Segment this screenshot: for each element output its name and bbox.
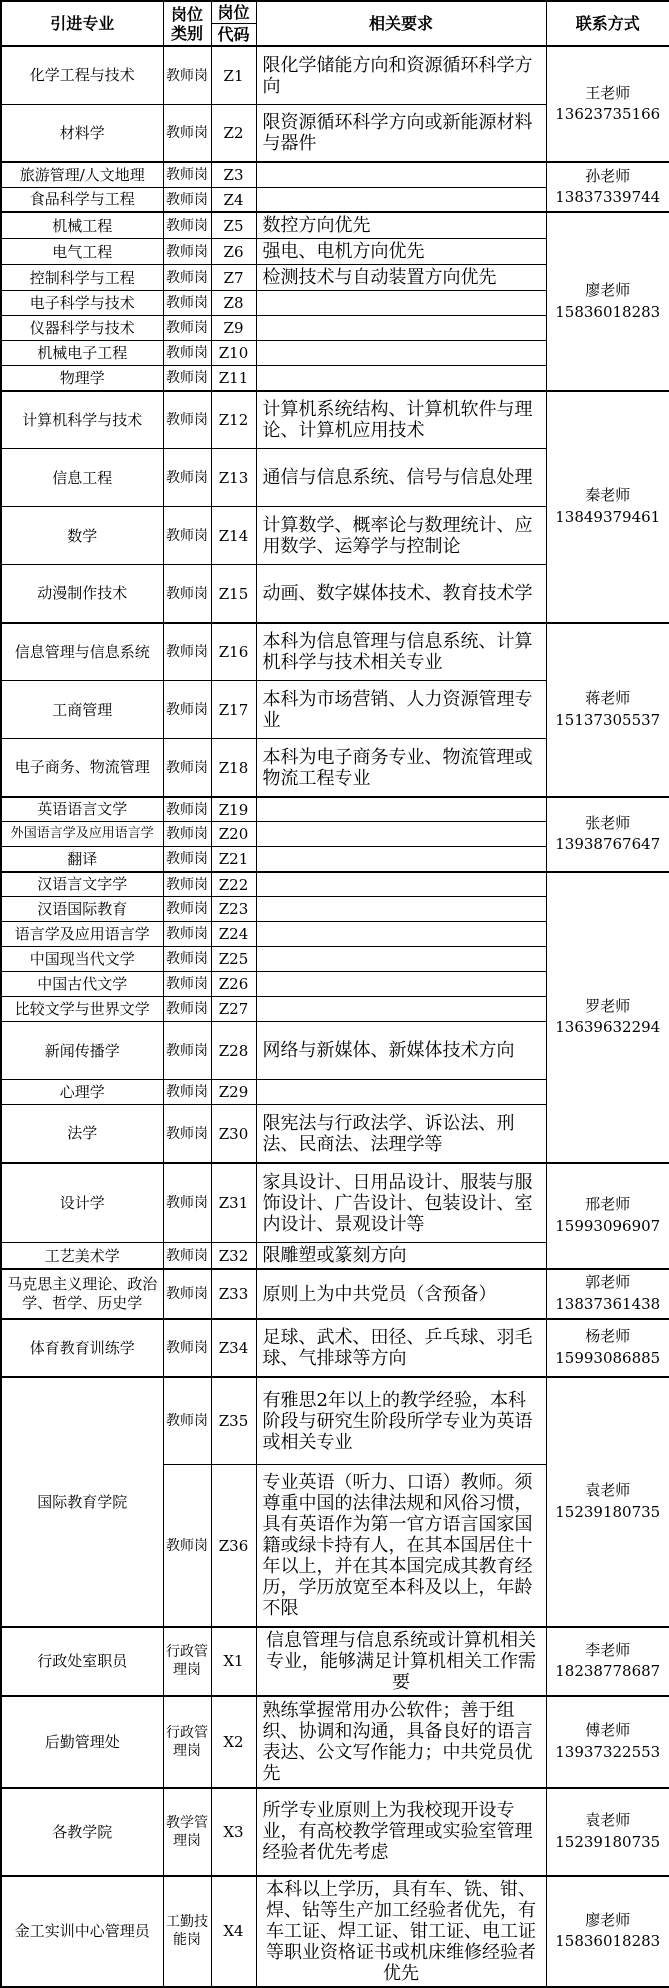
table-row: [1, 872, 669, 897]
requirement-cell: [256, 947, 546, 972]
requirement-cell: [256, 872, 546, 897]
header-contact: 联系方式: [546, 1, 669, 46]
code-cell: Z4: [211, 187, 256, 212]
major-cell: 电子科学与技术: [1, 291, 163, 316]
major-cell: 控制科学与工程: [1, 265, 163, 291]
category-cell: 教师岗: [163, 391, 211, 449]
major-cell: 心理学: [1, 1080, 163, 1105]
category-cell: 教师岗: [163, 1269, 211, 1319]
code-cell: Z19: [211, 797, 256, 822]
major-cell: 设计学: [1, 1163, 163, 1243]
code-cell: Z23: [211, 897, 256, 922]
code-cell: Z17: [211, 681, 256, 739]
table-header: [1, 1, 669, 46]
major-cell: 比较文学与世界文学: [1, 997, 163, 1022]
requirement-cell: 熟练掌握常用办公软件；善于组织、协调和沟通，具备良好的语言表达、公文写作能力；中共党员优先: [256, 1696, 546, 1788]
requirement-cell: 所学专业原则上为我校现开设专业，有高校教学管理或实验室管理经验者优先考虑: [256, 1788, 546, 1876]
contact-phone: 15993096907: [555, 1217, 661, 1236]
major-cell: 国际教育学院: [1, 1377, 163, 1627]
contact-name: 廖老师: [585, 280, 631, 299]
contact-phone: 15993086885: [555, 1348, 661, 1367]
header-major: 引进专业: [1, 1, 163, 46]
requirement-cell: 限雕塑或篆刻方向: [256, 1243, 546, 1270]
table-row: [1, 1163, 669, 1243]
requirement-cell: [256, 897, 546, 922]
contact-phone: 15239180735: [555, 1502, 661, 1521]
category-cell: 教师岗: [163, 212, 211, 239]
contact-name: 杨老师: [585, 1327, 631, 1346]
contact-cell: [546, 1269, 669, 1319]
contact-cell: [546, 1696, 669, 1788]
table-row: [1, 623, 669, 681]
requirement-cell: [256, 822, 546, 847]
category-cell: 工勤技能岗: [163, 1876, 211, 1987]
table-row: [1, 46, 669, 104]
contact-cell: [546, 391, 669, 623]
code-cell: Z15: [211, 565, 256, 623]
code-cell: Z5: [211, 212, 256, 239]
requirement-cell: [256, 1080, 546, 1105]
code-cell: X4: [211, 1876, 256, 1987]
requirement-cell: [256, 162, 546, 187]
major-cell: 化学工程与技术: [1, 46, 163, 104]
requirement-cell: 本科为电子商务专业、物流管理或物流工程专业: [256, 739, 546, 797]
code-cell: Z2: [211, 104, 256, 162]
category-cell: 教师岗: [163, 1377, 211, 1465]
requirement-cell: 信息管理与信息系统或计算机相关专业，能够满足计算机相关工作需要: [256, 1627, 546, 1696]
requirement-cell: [256, 316, 546, 341]
category-cell: 行政管理岗: [163, 1696, 211, 1788]
category-cell: 教师岗: [163, 1243, 211, 1270]
code-cell: Z13: [211, 449, 256, 507]
contact-phone: 13849379461: [555, 507, 661, 526]
category-cell: 教师岗: [163, 897, 211, 922]
code-cell: Z30: [211, 1105, 256, 1163]
contact-cell: [546, 46, 669, 162]
category-cell: 教师岗: [163, 947, 211, 972]
header-category: 岗位类别: [163, 1, 211, 46]
code-cell: Z8: [211, 291, 256, 316]
table-row: [1, 797, 669, 822]
table-row: [1, 1319, 669, 1377]
major-cell: 金工实训中心管理员: [1, 1876, 163, 1987]
requirement-cell: 计算数学、概率论与数理统计、应用数学、运筹学与控制论: [256, 507, 546, 565]
code-cell: Z14: [211, 507, 256, 565]
major-cell: 信息管理与信息系统: [1, 623, 163, 681]
category-cell: 教师岗: [163, 681, 211, 739]
major-cell: 英语语言文学: [1, 797, 163, 822]
table-row: [1, 1876, 669, 1987]
requirement-cell: 原则上为中共党员（含预备）: [256, 1269, 546, 1319]
category-cell: 教师岗: [163, 316, 211, 341]
category-cell: 教师岗: [163, 1465, 211, 1627]
contact-phone: 13837361438: [555, 1295, 661, 1314]
table-body: [1, 46, 669, 1987]
requirement-cell: 本科为市场营销、人力资源管理专业: [256, 681, 546, 739]
requirement-cell: [256, 291, 546, 316]
header-requirements: 相关要求: [256, 1, 546, 46]
contact-cell: [546, 1319, 669, 1377]
category-cell: 教师岗: [163, 822, 211, 847]
requirement-cell: 动画、数字媒体技术、教育技术学: [256, 565, 546, 623]
category-cell: 教师岗: [163, 1319, 211, 1377]
code-cell: Z22: [211, 872, 256, 897]
table-row: [1, 1788, 669, 1876]
requirement-cell: 本科为信息管理与信息系统、计算机科学与技术相关专业: [256, 623, 546, 681]
contact-cell: [546, 162, 669, 212]
table-row: [1, 1269, 669, 1319]
major-cell: 后勤管理处: [1, 1696, 163, 1788]
category-cell: 教师岗: [163, 797, 211, 822]
major-cell: 计算机科学与技术: [1, 391, 163, 449]
category-cell: 教师岗: [163, 291, 211, 316]
major-cell: 汉语言文字学: [1, 872, 163, 897]
requirement-cell: 有雅思2年以上的教学经验，本科阶段与研究生阶段所学专业为英语或相关专业: [256, 1377, 546, 1465]
code-cell: Z33: [211, 1269, 256, 1319]
table-row: [1, 212, 669, 239]
code-cell: X3: [211, 1788, 256, 1876]
requirement-cell: 家具设计、日用品设计、服装与服饰设计、广告设计、包装设计、室内设计、景观设计等: [256, 1163, 546, 1243]
contact-phone: 13938767647: [555, 835, 661, 854]
category-cell: 教师岗: [163, 872, 211, 897]
major-cell: 仪器科学与技术: [1, 316, 163, 341]
category-cell: 教师岗: [163, 623, 211, 681]
code-cell: Z10: [211, 341, 256, 366]
category-cell: 教师岗: [163, 1022, 211, 1080]
category-cell: 教师岗: [163, 104, 211, 162]
category-cell: 教师岗: [163, 265, 211, 291]
table-row: [1, 1627, 669, 1696]
table-row: [1, 162, 669, 187]
major-cell: 物理学: [1, 366, 163, 391]
major-cell: 电气工程: [1, 239, 163, 265]
code-cell: Z3: [211, 162, 256, 187]
requirement-cell: 限宪法与行政法学、诉讼法、刑法、民商法、法理学等: [256, 1105, 546, 1163]
category-cell: 教师岗: [163, 1163, 211, 1243]
category-cell: 教师岗: [163, 739, 211, 797]
major-cell: 工艺美术学: [1, 1243, 163, 1270]
code-cell: Z20: [211, 822, 256, 847]
major-cell: 工商管理: [1, 681, 163, 739]
code-cell: Z12: [211, 391, 256, 449]
code-cell: Z6: [211, 239, 256, 265]
category-cell: 教师岗: [163, 922, 211, 947]
contact-name: 罗老师: [585, 996, 631, 1015]
major-cell: 语言学及应用语言学: [1, 922, 163, 947]
major-cell: 中国现当代文学: [1, 947, 163, 972]
code-cell: Z34: [211, 1319, 256, 1377]
contact-name: 秦老师: [585, 486, 631, 505]
requirement-cell: 网络与新媒体、新媒体技术方向: [256, 1022, 546, 1080]
requirement-cell: 专业英语（听力、口语）教师。须尊重中国的法律法规和风俗习惯，具有英语作为第一官方语言国家国籍或绿卡持有人，在其本国居住十年以上，并在其本国完成其教育经历，学历放宽至本科及以上，年龄不限: [256, 1465, 546, 1627]
contact-phone: 18238778687: [555, 1662, 661, 1681]
major-cell: 信息工程: [1, 449, 163, 507]
requirement-cell: [256, 922, 546, 947]
category-cell: 教师岗: [163, 341, 211, 366]
code-cell: Z25: [211, 947, 256, 972]
major-cell: 各教学院: [1, 1788, 163, 1876]
category-cell: 教师岗: [163, 187, 211, 212]
contact-phone: 15239180735: [555, 1832, 661, 1851]
contact-cell: [546, 212, 669, 391]
code-cell: X1: [211, 1627, 256, 1696]
contact-phone: 13639632294: [555, 1018, 661, 1037]
requirement-cell: 限资源循环科学方向或新能源材料与器件: [256, 104, 546, 162]
code-cell: Z32: [211, 1243, 256, 1270]
requirement-cell: 强电、电机方向优先: [256, 239, 546, 265]
contact-cell: [546, 1163, 669, 1270]
requirement-cell: 检测技术与自动装置方向优先: [256, 265, 546, 291]
contact-name: 孙老师: [585, 166, 631, 185]
category-cell: 教师岗: [163, 366, 211, 391]
category-cell: 行政管理岗: [163, 1627, 211, 1696]
contact-name: 张老师: [585, 813, 631, 832]
category-cell: 教师岗: [163, 997, 211, 1022]
requirement-cell: [256, 847, 546, 872]
major-cell: 食品科学与工程: [1, 187, 163, 212]
code-cell: Z11: [211, 366, 256, 391]
table-row: [1, 1377, 669, 1465]
contact-name: 廖老师: [585, 1910, 631, 1929]
contact-name: 郭老师: [585, 1273, 631, 1292]
major-cell: 旅游管理/人文地理: [1, 162, 163, 187]
requirement-cell: 通信与信息系统、信号与信息处理: [256, 449, 546, 507]
contact-phone: 13937322553: [555, 1742, 661, 1761]
code-cell: Z31: [211, 1163, 256, 1243]
contact-cell: [546, 797, 669, 872]
major-cell: 法学: [1, 1105, 163, 1163]
major-cell: 体育教育训练学: [1, 1319, 163, 1377]
category-cell: 教师岗: [163, 162, 211, 187]
code-cell: Z1: [211, 46, 256, 104]
contact-name: 傅老师: [585, 1721, 631, 1740]
major-cell: 翻译: [1, 847, 163, 872]
major-cell: 动漫制作技术: [1, 565, 163, 623]
requirement-cell: 限化学储能方向和资源循环科学方向: [256, 46, 546, 104]
major-cell: 电子商务、物流管理: [1, 739, 163, 797]
contact-phone: 13623735166: [555, 105, 661, 124]
contact-cell: [546, 1627, 669, 1696]
code-cell: Z21: [211, 847, 256, 872]
category-cell: 教师岗: [163, 847, 211, 872]
contact-name: 袁老师: [585, 1481, 631, 1500]
code-cell: Z27: [211, 997, 256, 1022]
contact-phone: 15836018283: [555, 302, 661, 321]
major-cell: 中国古代文学: [1, 972, 163, 997]
contact-cell: [546, 1377, 669, 1627]
category-cell: 教学管理岗: [163, 1788, 211, 1876]
contact-name: 袁老师: [585, 1811, 631, 1830]
requirement-cell: 足球、武术、田径、乒乓球、羽毛球、气排球等方向: [256, 1319, 546, 1377]
requirement-cell: [256, 187, 546, 212]
code-cell: X2: [211, 1696, 256, 1788]
requirement-cell: 计算机系统结构、计算机软件与理论、计算机应用技术: [256, 391, 546, 449]
major-cell: 机械电子工程: [1, 341, 163, 366]
code-cell: Z28: [211, 1022, 256, 1080]
code-cell: Z7: [211, 265, 256, 291]
header-code-bottom: 代码: [211, 24, 256, 47]
code-cell: Z26: [211, 972, 256, 997]
table-row: [1, 1696, 669, 1788]
category-cell: 教师岗: [163, 565, 211, 623]
code-cell: Z24: [211, 922, 256, 947]
contact-phone: 13837339744: [555, 188, 661, 207]
major-cell: 行政处室职员: [1, 1627, 163, 1696]
contact-cell: [546, 1876, 669, 1987]
contact-phone: 15137305537: [555, 710, 661, 729]
code-cell: Z18: [211, 739, 256, 797]
requirement-cell: [256, 997, 546, 1022]
table-row: [1, 391, 669, 449]
category-cell: 教师岗: [163, 239, 211, 265]
major-cell: 马克思主义理论、政治学、哲学、历史学: [1, 1269, 163, 1319]
requirement-cell: [256, 797, 546, 822]
header-code-top: 岗位: [211, 1, 256, 24]
requirement-cell: 数控方向优先: [256, 212, 546, 239]
code-cell: Z16: [211, 623, 256, 681]
category-cell: 教师岗: [163, 449, 211, 507]
contact-cell: [546, 1788, 669, 1876]
code-cell: Z35: [211, 1377, 256, 1465]
code-cell: Z9: [211, 316, 256, 341]
major-cell: 汉语国际教育: [1, 897, 163, 922]
major-cell: 外国语言学及应用语言学: [1, 822, 163, 847]
requirement-cell: [256, 366, 546, 391]
category-cell: 教师岗: [163, 507, 211, 565]
code-cell: Z36: [211, 1465, 256, 1627]
category-cell: 教师岗: [163, 46, 211, 104]
code-cell: Z29: [211, 1080, 256, 1105]
contact-cell: [546, 872, 669, 1163]
requirement-cell: [256, 972, 546, 997]
contact-cell: [546, 623, 669, 797]
category-cell: 教师岗: [163, 1080, 211, 1105]
requirement-cell: 本科以上学历，具有车、铣、钳、焊、钻等生产加工经验者优先，有车工证、焊工证、钳工证、电工证等职业资格证书或机床维修经验者优先: [256, 1876, 546, 1987]
contact-name: 蒋老师: [585, 689, 631, 708]
major-cell: 机械工程: [1, 212, 163, 239]
contact-name: 王老师: [585, 83, 631, 102]
contact-name: 邢老师: [585, 1195, 631, 1214]
category-cell: 教师岗: [163, 972, 211, 997]
contact-phone: 15836018283: [555, 1932, 661, 1951]
requirement-cell: [256, 341, 546, 366]
major-cell: 新闻传播学: [1, 1022, 163, 1080]
category-cell: 教师岗: [163, 1105, 211, 1163]
major-cell: 数学: [1, 507, 163, 565]
major-cell: 材料学: [1, 104, 163, 162]
contact-name: 李老师: [585, 1640, 631, 1659]
